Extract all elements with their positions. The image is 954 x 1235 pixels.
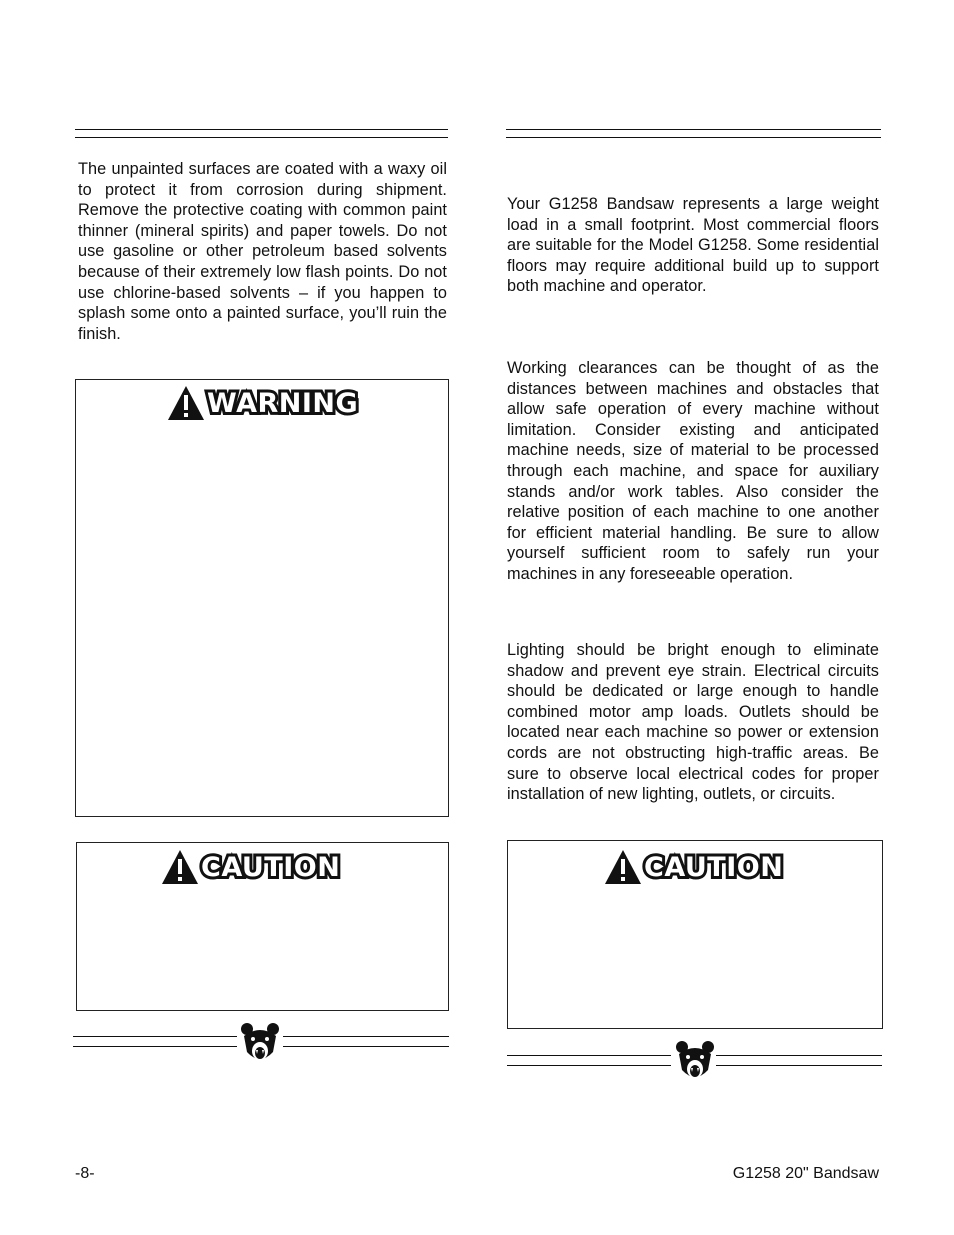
exclamation-triangle-icon [604,849,642,885]
manual-title: G1258 20" Bandsaw [732,1165,879,1182]
warning-label: WARNING [207,387,359,419]
left-divider-rule-a2 [73,1046,237,1047]
caution-box-left [76,842,449,1011]
right-top-rule-2 [506,137,881,138]
right-divider-rule-a2 [507,1065,671,1066]
left-divider-rule-b1 [283,1036,449,1037]
floor-paragraph: Your G1258 Bandsaw represents a large weight load in a small footprint. Most commercial floors are suitable for the Model G1258. Some residential floors may require additional build up to support both machine and operator. [507,195,879,296]
lighting-paragraph: Lighting should be bright enough to eliminate shadow and prevent eye strain. Electrical circuits should be dedicated or large enough to handle combined motor amp loads. Outlets should be located near each machine so power or extension cords are not obstructing high-traffic areas. Be sure to observe local electrical codes for proper installation of new lighting, outlets, or circuits. [507,641,879,804]
clearance-paragraph: Working clearances can be thought of as the distances between machines and obstacles that allow safe operation of every machine without limitation. Consider existing and anticipated machine needs, size of material to be processed through each machine, and space for auxiliary stands and/or work tables. Also consider the relative position of each machine to one another for efficient material handling. Be sure to allow yourself sufficient room to safely run your machines in any foreseeable operation. [507,359,879,583]
left-top-rule-1 [75,129,448,130]
caution-badge-left [161,849,340,885]
bear-logo-icon [240,1022,280,1064]
bear-logo-icon [675,1040,715,1082]
warning-badge [167,385,358,421]
right-divider-rule-b2 [716,1065,882,1066]
exclamation-triangle-icon [167,385,205,421]
left-divider-rule-a1 [73,1036,237,1037]
exclamation-triangle-icon [161,849,199,885]
left-divider-rule-b2 [283,1046,449,1047]
left-top-rule-2 [75,137,448,138]
right-top-rule-1 [506,129,881,130]
warning-box [75,379,449,817]
right-divider-rule-a1 [507,1055,671,1056]
caution-badge-right [604,849,783,885]
caution-label-right: CAUTION [644,851,784,883]
right-divider-rule-b1 [716,1055,882,1056]
caution-box-right [507,840,883,1029]
coating-paragraph: The unpainted surfaces are coated with a waxy oil to protect it from corrosion during shipment. Remove the protective coating with common paint thinner (mineral spirits) and paper towels. Do not use gasoline or other petroleum based solvents because of their extremely low flash points. Do not use chlorine-based solvents – if you happen to splash some onto a painted surface, you’ll ruin the finish. [78,160,447,343]
caution-label-left: CAUTION [201,851,341,883]
page-number: -8- [75,1165,95,1182]
